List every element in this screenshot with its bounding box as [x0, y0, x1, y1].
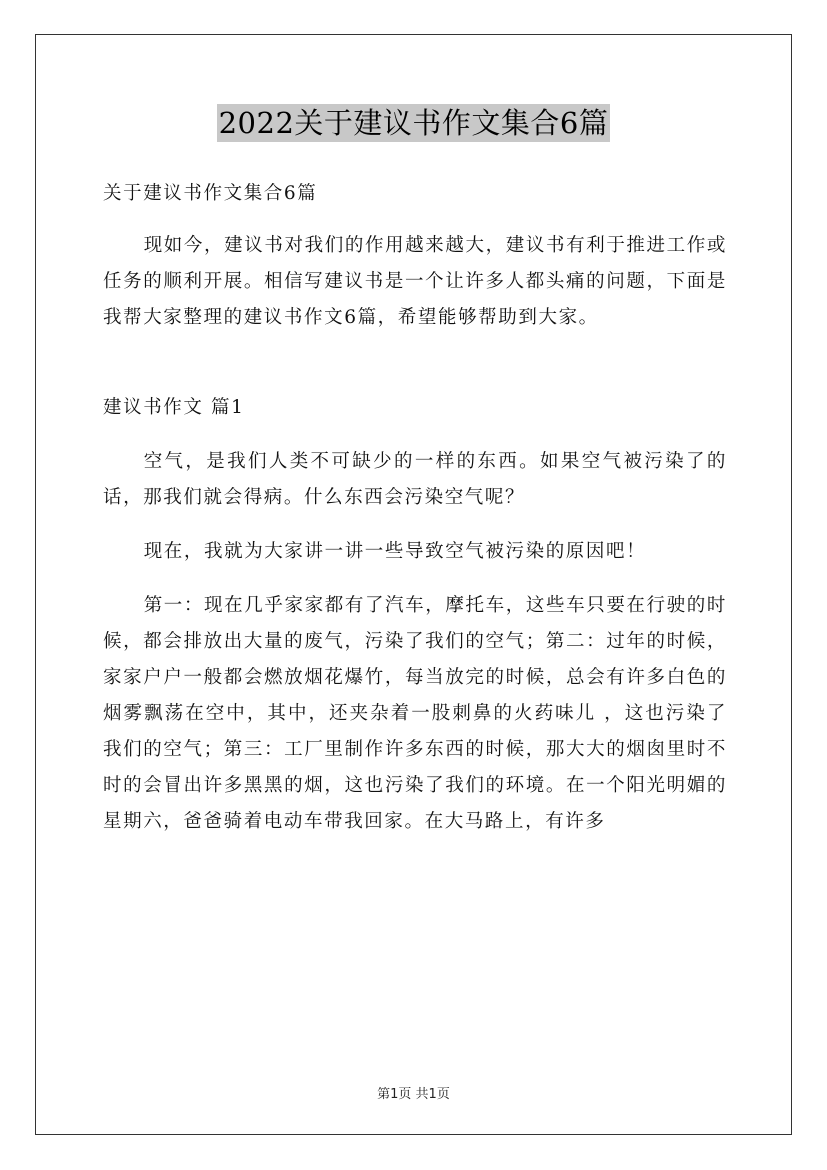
section-heading: 建议书作文 篇1 [103, 397, 245, 418]
body-paragraph-1: 空气，是我们人类不可缺少的一样的东西。如果空气被污染了的话，那我们就会得病。什么东西会污染空气呢？ [103, 451, 727, 508]
body-paragraph-3: 第一：现在几乎家家都有了汽车，摩托车，这些车只要在行驶的时候，都会排放出大量的废气，污染了我们的空气；第二：过年的时候，家家户户一般都会燃放烟花爆竹，每当放完的时候，总会有许多白色的烟雾飘荡在空中，其中，还夹杂着一股刺鼻的火药味儿 ，这也污染了我们的空气；第三：工厂里制作许多东西的时候，那大大的烟囱里时不时的会冒出许多黑黑的烟，这也污染了我们的环境。在一个阳光明媚的星期六，爸爸骑着电动车带我回家。在大马路上，有许多 [103, 595, 727, 832]
document-subtitle: 关于建议书作文集合6篇 [103, 183, 318, 204]
title-container [0, 104, 827, 142]
document-title: 2022关于建议书作文集合6篇 [218, 106, 609, 140]
document-body [103, 176, 727, 840]
intro-paragraph: 现如今，建议书对我们的作用越来越大，建议书有利于推进工作或任务的顺利开展。相信写建议书是一个让许多人都头痛的问题，下面是我帮大家整理的建议书作文6篇，希望能够帮助到大家。 [103, 235, 727, 328]
body-paragraph-2: 现在，我就为大家讲一讲一些导致空气被污染的原因吧！ [143, 541, 647, 562]
page-footer: 第1页 共1页 [377, 1087, 450, 1102]
